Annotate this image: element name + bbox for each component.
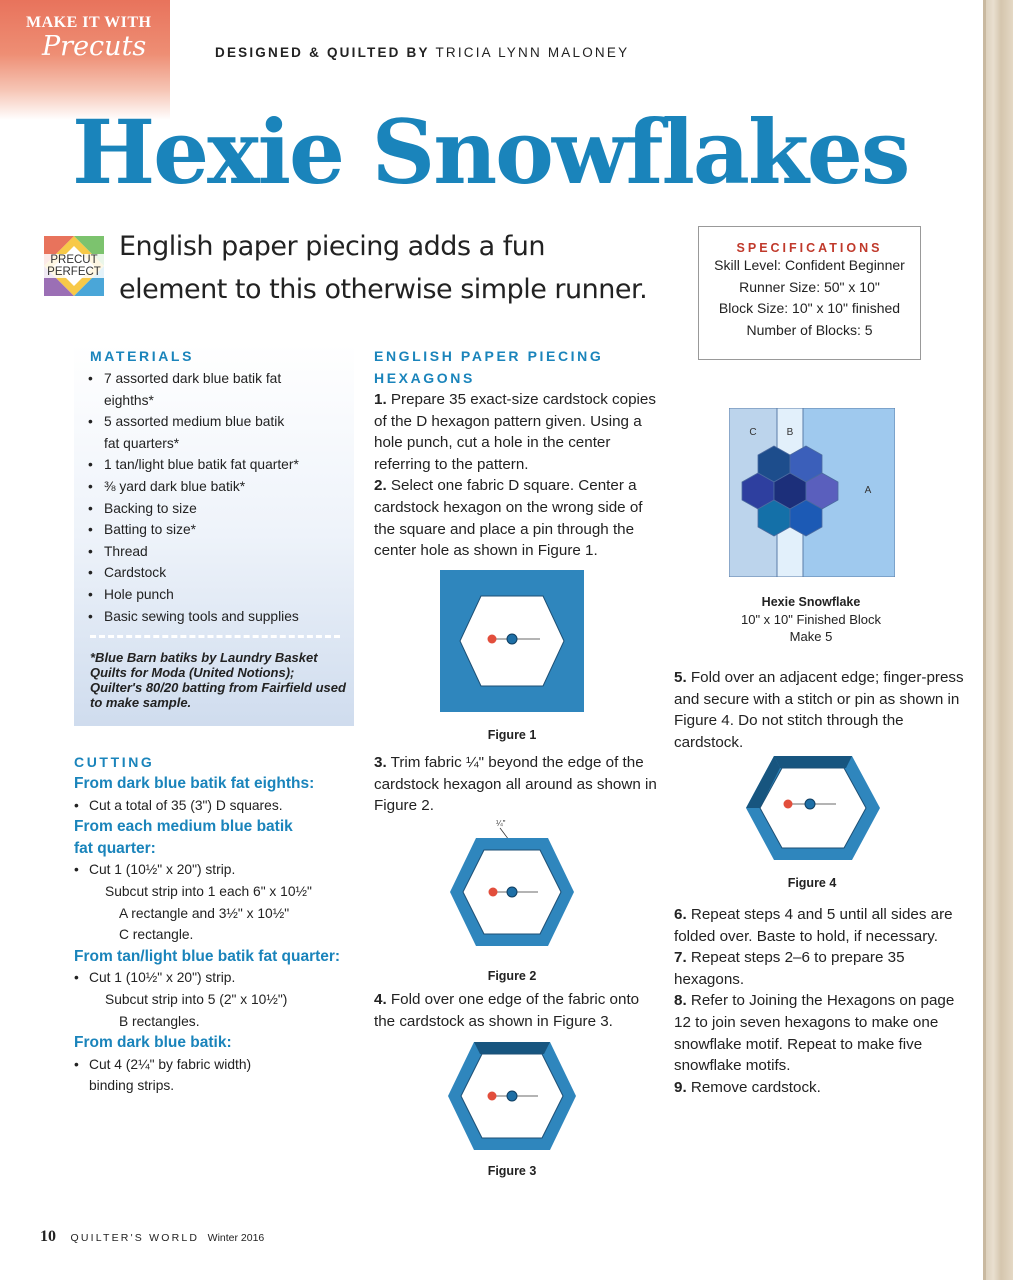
epp-step-4	[374, 989, 664, 1032]
figure-2-caption: Figure 2	[487, 969, 537, 983]
page-number: 10	[40, 1228, 56, 1245]
badge-line2: PERFECT	[47, 266, 101, 278]
epp-step-5	[674, 667, 974, 753]
precut-perfect-badge	[44, 236, 104, 296]
cutting-subheading: From dark blue batik fat eighths:	[74, 775, 315, 792]
badge-line1: PRECUT	[50, 254, 98, 266]
cutting-subheading: From each medium blue batik	[74, 818, 293, 836]
step-2: 2. Select one fabric D square. Center a cardstock hexagon on the wrong side of the square and place a pin through the center hole as shown in Figure 1.	[374, 477, 643, 560]
epp-step-3	[374, 752, 664, 817]
figure-2-diagram	[440, 816, 584, 964]
block-caption-size: 10" x 10" Finished Block	[740, 612, 882, 627]
spec-skill-level: Skill Level: Confident Beginner	[714, 257, 905, 273]
byline-prefix: DESIGNED & QUILTED BY	[215, 45, 430, 60]
issue-label: Winter 2016	[207, 1232, 265, 1244]
hexie-snowflake-block-diagram	[729, 408, 895, 577]
epp-steps-1-2	[374, 345, 664, 562]
epp-heading-line2: HEXAGONS	[374, 370, 475, 386]
cutting-instruction: B rectangles.	[119, 1013, 200, 1029]
epp-steps-6-9	[674, 904, 974, 1098]
materials-note: *Blue Barn batiks by Laundry Basket Quilts for Moda (United Notions); Quilter's 80/20 batting from Fairfield used to make sample.	[90, 650, 346, 710]
step-4: 4. Fold over one edge of the fabric onto the cardstock as shown in Figure 3.	[374, 991, 640, 1030]
cutting-section	[74, 754, 364, 1097]
step-8: 8. Refer to Joining the Hexagons on page 12 to join seven hexagons to make one snowflake motif. Repeat to make five snowflake motifs.	[674, 992, 955, 1075]
step-5: 5. Fold over an adjacent edge; finger-press and secure with a stitch or pin as shown in Figure 4. Do not stitch through the cardstock.	[674, 669, 964, 751]
page-title: Hexie Snowflakes	[72, 100, 909, 204]
list-item: • 1 tan/light blue batik fat quarter*	[88, 454, 338, 476]
spec-runner-size: Runner Size: 50" x 10"	[739, 278, 880, 295]
spec-block-size: Block Size: 10" x 10" finished	[718, 300, 901, 316]
list-item: • Batting to size*	[88, 519, 338, 541]
cutting-instruction: Subcut strip into 1 each 6" x 10½"	[105, 883, 312, 899]
epp-heading-line1: ENGLISH PAPER PIECING	[374, 348, 604, 364]
step-3: 3. Trim fabric ¼" beyond the edge of the cardstock hexagon all around as shown in Figure 2.	[374, 754, 657, 815]
cutting-instruction: binding strips.	[89, 1078, 175, 1094]
materials-list	[88, 368, 338, 627]
step-9: 9. Remove cardstock.	[674, 1078, 821, 1096]
figure-1-diagram	[440, 570, 584, 712]
list-item: • Cardstock	[88, 562, 338, 584]
badge-label	[44, 254, 104, 278]
magazine-name: QUILTER'S WORLD	[70, 1232, 200, 1244]
cutting-instruction: Subcut strip into 5 (2" x 10½")	[105, 991, 288, 1007]
subtitle-line2: element to this otherwise simple runner.	[119, 274, 648, 305]
cutting-instruction: • Cut 1 (10½" x 20") strip.	[74, 859, 364, 881]
block-label-b: B	[786, 427, 794, 438]
list-item: • Thread	[88, 541, 338, 563]
cutting-instruction: • Cut a total of 35 (3") D squares.	[74, 795, 364, 817]
banner-line2: Precuts	[42, 31, 147, 62]
banner-line1: MAKE IT WITH	[26, 14, 152, 31]
dashed-divider	[90, 635, 340, 638]
materials-panel	[74, 344, 354, 726]
materials-heading: MATERIALS	[90, 348, 195, 364]
cutting-subheading: From dark blue batik:	[74, 1034, 232, 1052]
list-item: • Backing to size	[88, 498, 338, 520]
block-caption-title: Hexie Snowflake	[761, 595, 861, 609]
page-footer	[40, 1228, 264, 1246]
cutting-heading: CUTTING	[74, 754, 155, 770]
block-label-c: C	[749, 427, 757, 438]
step-7: 7. Repeat steps 2–6 to prepare 35 hexagons.	[674, 949, 905, 988]
cutting-instruction: • Cut 4 (2¼" by fabric width)	[74, 1054, 364, 1076]
list-item: • ⅜ yard dark blue batik*	[88, 476, 338, 498]
list-item: • 7 assorted dark blue batik fat eighths*	[88, 368, 338, 411]
figure-3-caption: Figure 3	[487, 1164, 537, 1178]
list-item: • 5 assorted medium blue batik fat quarters*	[88, 411, 338, 454]
quarter-inch-label: ¼"	[496, 819, 506, 828]
subtitle	[119, 225, 689, 311]
cutting-subheading: fat quarter:	[74, 839, 156, 857]
figure-3-diagram	[440, 1040, 584, 1156]
cutting-instruction: • Cut 1 (10½" x 20") strip.	[74, 967, 364, 989]
figure-4-caption: Figure 4	[787, 876, 837, 890]
figure-1-caption: Figure 1	[487, 728, 537, 742]
step-1: 1. Prepare 35 exact-size cardstock copies of the D hexagon pattern given. Using a hole punch, cut a hole in the center referring to the pattern.	[374, 391, 656, 473]
cutting-instruction: A rectangle and 3½" x 10½"	[119, 905, 290, 921]
list-item: • Basic sewing tools and supplies	[88, 606, 338, 628]
cutting-instruction: C rectangle.	[119, 927, 194, 943]
byline-name: TRICIA LYNN MALONEY	[435, 45, 630, 60]
specifications-heading: SPECIFICATIONS	[736, 241, 883, 255]
block-caption-make: Make 5	[789, 629, 833, 644]
subtitle-line1: English paper piecing adds a fun	[119, 231, 545, 262]
step-6: 6. Repeat steps 4 and 5 until all sides are folded over. Baste to hold, if necessary.	[674, 906, 953, 945]
figure-4-diagram	[740, 752, 886, 864]
cutting-subheading: From tan/light blue batik fat quarter:	[74, 947, 341, 965]
wood-background-edge	[983, 0, 1013, 1280]
block-label-a: A	[864, 485, 872, 496]
spec-number-of-blocks: Number of Blocks: 5	[746, 321, 873, 338]
specifications-box	[698, 226, 921, 360]
list-item: • Hole punch	[88, 584, 338, 606]
byline	[215, 45, 629, 60]
